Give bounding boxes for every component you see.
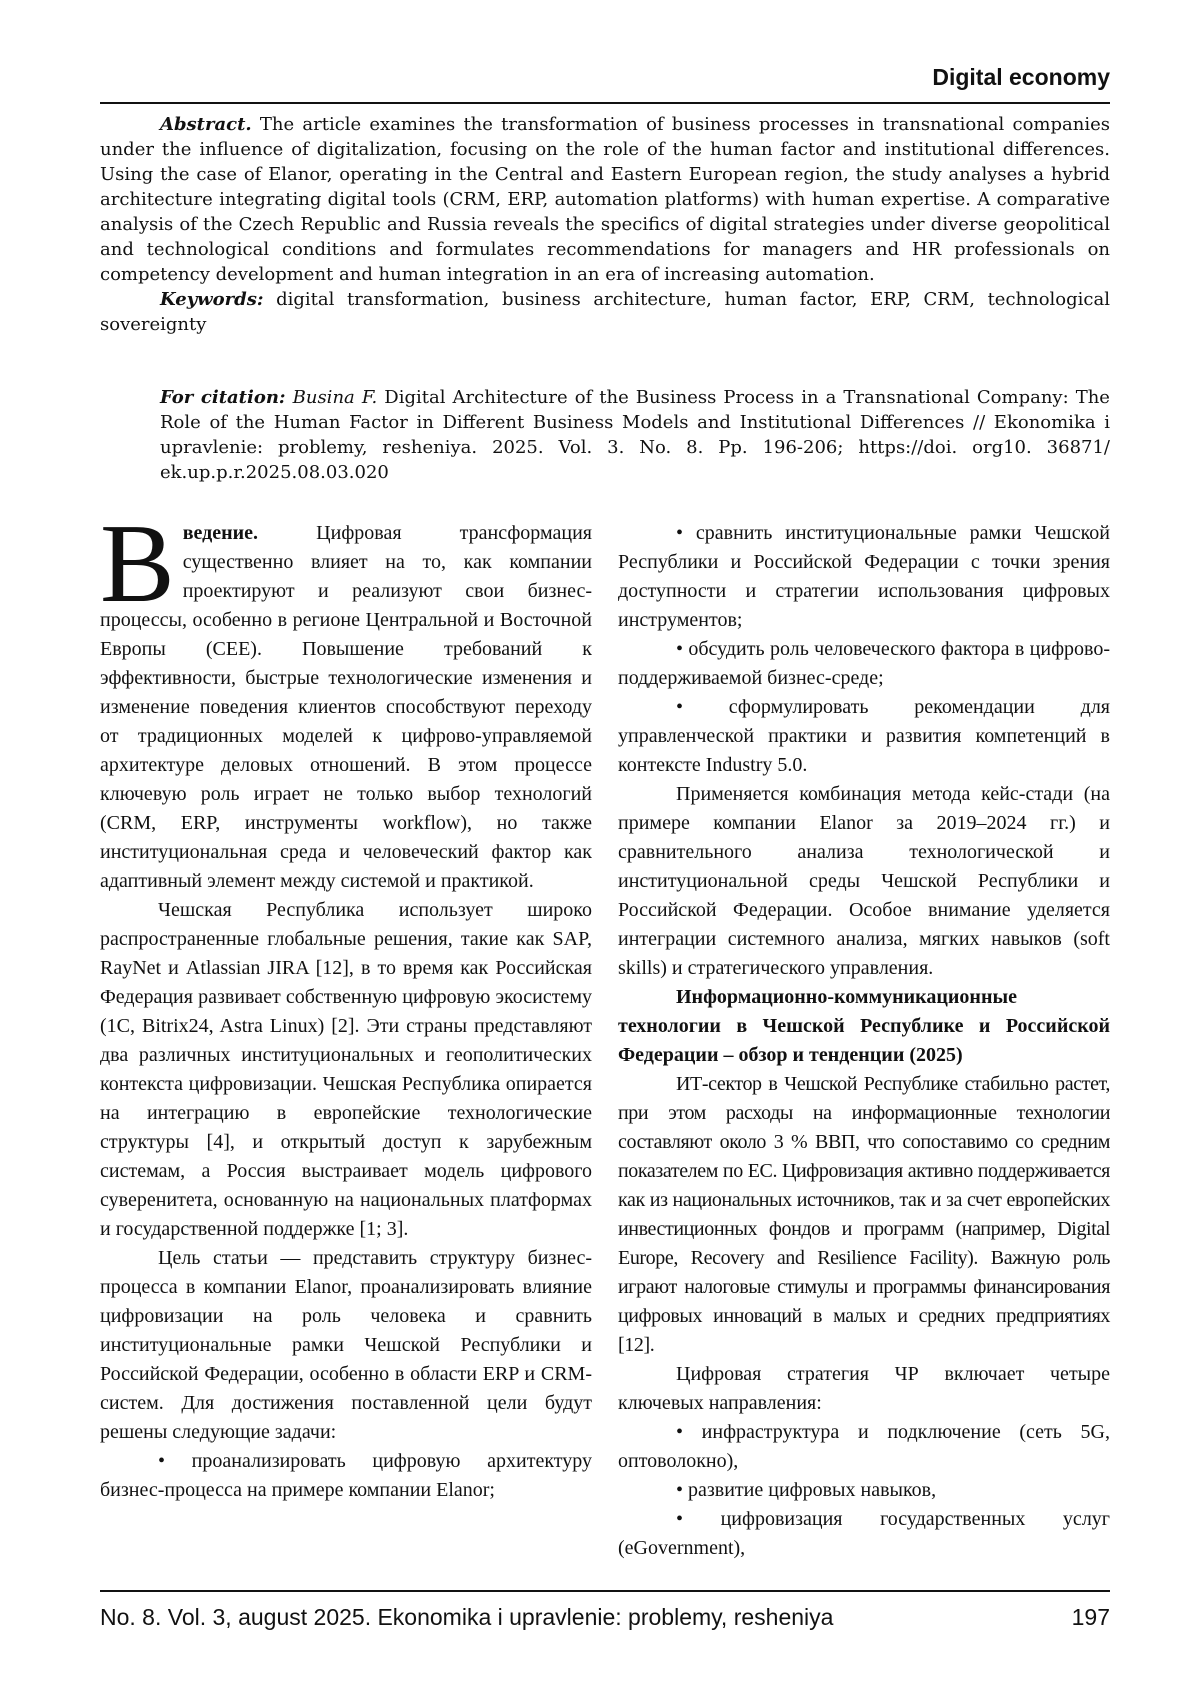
citation-text: Digital Architecture of the Business Process in a Transnational Company: The Role of the Human Factor in Different Business Models and Institutional Differences // Ekonomika i upravlenie: problemy, resheniya. 2025. Vol. 3. No. 8. Pp. 196-206; https://doi. org10. 36871/ ek.up.p.r.2025.08.03.020 — [160, 387, 1110, 483]
task-bullet: • сравнить институциональные рамки Чешской Республики и Российской Федерации с точки зрения доступности и стратегии использования цифровых инструментов; — [618, 522, 1110, 631]
strategy-bullet: • инфраструктура и подключение (сеть 5G, оптоволокно), — [618, 1421, 1110, 1472]
abstract-block — [100, 112, 1110, 337]
body-paragraph: Цифровая стратегия ЧР включает четыре ключевых направления: — [618, 1363, 1110, 1414]
task-bullet: • обсудить роль человеческого фактора в цифрово-поддерживаемой бизнес-среде; — [618, 638, 1110, 689]
keywords-text: digital transformation, business architecture, human factor, ERP, CRM, technological sovereignty — [100, 289, 1110, 335]
citation-block — [160, 385, 1110, 485]
citation-author: Busina F. — [292, 387, 378, 408]
intro-text: Цифровая трансформация существенно влияет на то, как компании проектируют и реализуют свои бизнес-процессы, особенно в регионе Центральной и Восточной Европы (CEE). Повышение требований к эффективности, быстрые технологические изменения и изменение поведения клиентов способствуют переходу от традиционных моделей к цифрово-управляемой архитектуре деловых отношений. В этом процессе ключевую роль играет не только выбор технологий (CRM, ERP, инструменты workflow), но также институциональная среда и человеческий фактор как адаптивный элемент между системой и практикой. — [100, 522, 592, 892]
page-footer — [100, 1590, 1110, 1642]
journal-info: No. 8. Vol. 3, august 2025. Ekonomika i upravlenie: problemy, resheniya — [100, 1604, 834, 1630]
strategy-bullet: • цифровизация государственных услуг (eGovernment), — [618, 1508, 1110, 1559]
body-paragraph: ИТ-сектор в Чешской Республике стабильно растет, при этом расходы на информационные технологии составляют около 3 % ВВП, что сопоставимо со средним показателем по ЕС. Цифровизация активно поддерживается как из национальных источников, так и за счет европейских инвестиционных фондов и программ (например, Digital Europe, Recovery and Resilience Facility). Важную роль играют налоговые стимулы и программы финансирования цифровых инноваций в малых и средних предприятиях [12]. — [618, 1073, 1110, 1356]
keywords-paragraph — [100, 287, 1110, 337]
left-column — [100, 502, 592, 1505]
right-column — [618, 519, 1110, 1563]
task-bullet: • сформулировать рекомендации для управленческой практики и развития компетенций в контексте Industry 5.0. — [618, 696, 1110, 776]
task-bullet: • проанализировать цифровую архитектуру бизнес-процесса на примере компании Elanor; — [100, 1450, 592, 1501]
abstract-text: The article examines the transformation of business processes in transnational companies under the influence of digitalization, focusing on the role of the human factor and institutional differences. Using the case of Elanor, operating in the Central and Eastern European region, the study analyses a hybrid architecture integrating digital tools (CRM, ERP, automation platforms) with human expertise. A comparative analysis of the Czech Republic and Russia reveals the specifics of digital strategies under diverse geopolitical and technological conditions and formulates recommendations for managers and HR professionals on competency development and human integration in an era of increasing automation. — [100, 114, 1110, 285]
drop-cap: В — [100, 502, 175, 626]
keywords-label: Keywords: — [160, 289, 264, 310]
citation-label: For citation: — [160, 387, 286, 408]
section-heading: Информационно-коммуникационные технологии в Чешской Республике и Российской Федерации – обзор и тенденции (2025) — [618, 986, 1110, 1066]
page-number: 197 — [1071, 1604, 1110, 1630]
section-title: Digital economy — [932, 64, 1110, 90]
abstract-label: Abstract. — [160, 114, 252, 135]
journal-page — [100, 0, 1110, 1698]
body-paragraph: Применяется комбинация метода кейс-стади (на примере компании Elanor за 2019–2024 гг.) и сравнительного анализа технологической и институциональной среды Чешской Республики и Российской Федерации. Особое внимание уделяется интеграции системного анализа, мягких навыков (soft skills) и стратегического управления. — [618, 783, 1110, 979]
page-header — [100, 62, 1110, 104]
intro-paragraph — [100, 502, 592, 896]
body-paragraph: Чешская Республика использует широко распространенные глобальные решения, такие как SAP, RayNet и Atlassian JIRA [12], в то время как Российская Федерация развивает собственную цифровую экосистему (1С, Bitrix24, Astra Linux) [2]. Эти страны представляют два различных институциональных и геополитических контекста цифровизации. Чешская Республика опирается на интеграцию в европейские технологические структуры [4], и открытый доступ к зарубежным системам, а Россия выстраивает модель цифрового суверенитета, основанную на национальных платформах и государственной поддержке [1; 3]. — [100, 899, 592, 1240]
intro-lead: ведение. — [182, 522, 259, 544]
body-paragraph: Цель статьи — представить структуру бизнес-процесса в компании Elanor, проанализировать влияние цифровизации на роль человека и сравнить институциональные рамки Чешской Республики и Российской Федерации, особенно в области ERP и CRM-систем. Для достижения поставленной цели будут решены следующие задачи: — [100, 1247, 592, 1443]
strategy-bullet: • развитие цифровых навыков, — [676, 1479, 937, 1501]
abstract-paragraph — [100, 112, 1110, 287]
